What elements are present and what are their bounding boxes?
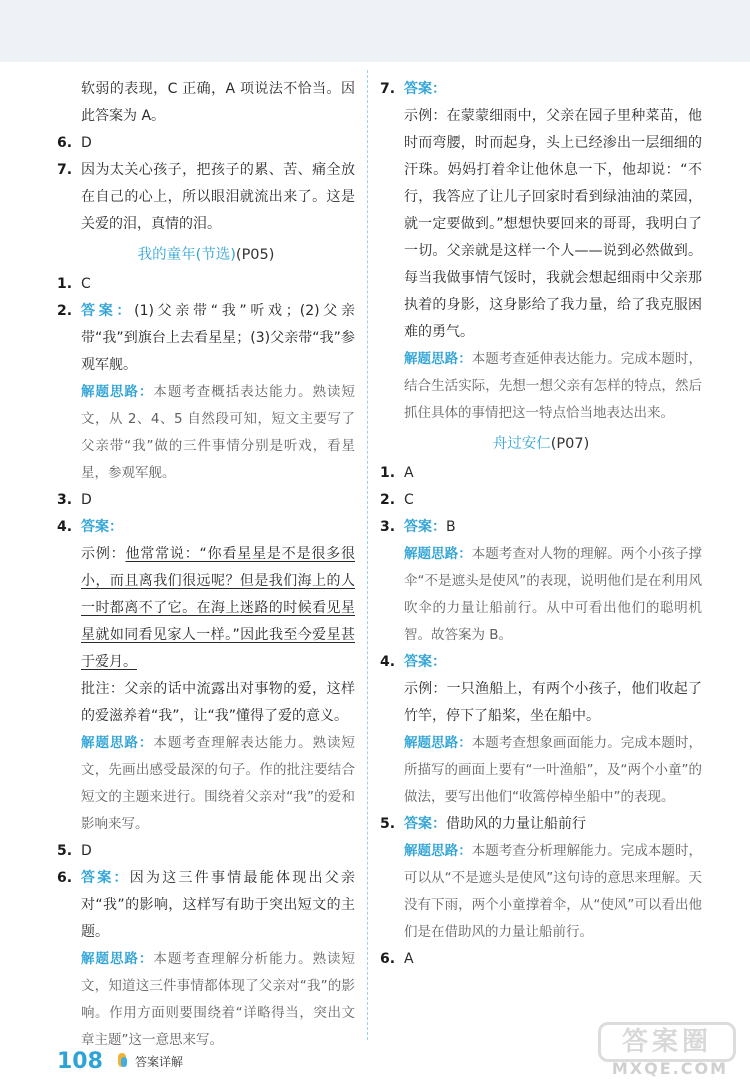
example-paragraph: 示例：一只渔船上，有两个小孩子，他们收起了竹竿，停下了船桨，坐在船中。 [404, 681, 702, 724]
item-text: D [81, 135, 92, 151]
analysis-label: 解题思路： [404, 546, 472, 562]
analysis-label: 解题思路： [404, 351, 472, 367]
analysis-text: 本题考查想象画面能力。完成本题时，所描写的画面上要有“一叶渔船”，及“两个小童”的做法，要写出他们“收篙停棹坐船中”的表现。 [404, 735, 703, 805]
answer-label: 答案： [81, 519, 123, 535]
answer-label: 答案： [404, 816, 446, 832]
analysis-paragraph [380, 838, 702, 946]
analysis-label: 解题思路： [404, 843, 472, 859]
section-heading [380, 431, 702, 458]
answer-item [380, 487, 702, 514]
section-page: (P05) [235, 247, 275, 263]
answer-item [380, 946, 702, 973]
right-column [380, 76, 702, 973]
page-number: 108 [57, 1048, 103, 1074]
analysis-text: 本题考查理解分析能力。熟读短文，知道这三件事情都体现了父亲对“我”的影响。作用方面则要围绕着“详略得当，突出文章主题”这一意思来写。 [81, 951, 356, 1048]
item-number: 6. [57, 870, 73, 886]
analysis-label: 解题思路： [404, 735, 472, 751]
item-number: 2. [57, 303, 73, 319]
item-number: 5. [57, 843, 73, 859]
analysis-text: 本题考查理解表达能力。熟读短文，先画出感受最深的句子。作的批注要结合短文的主题来进行。围绕着父亲对“我”的爱和影响来写。 [81, 735, 356, 832]
answer-item [57, 130, 355, 157]
analysis-label: 解题思路： [81, 735, 154, 751]
analysis-text: 本题考查延伸表达能力。完成本题时，结合生活实际，先想一想父亲有怎样的特点，然后抓住具体的事情把这一特点恰当地表达出来。 [404, 351, 703, 421]
item-body [404, 514, 702, 541]
answer-label: 答案： [404, 519, 446, 535]
item-number: 3. [380, 519, 396, 535]
answer-item [57, 514, 355, 541]
watermark-logo-text: 答案圈 [598, 1022, 736, 1062]
comment-label: 批注： [81, 681, 125, 697]
analysis-text: 本题考查对人物的理解。两个小孩子撑伞“不是遮头是使风”的表现，说明他们是在利用风吹伞的力量让船前行。从中可看出他们的聪明机智。故答案为 B。 [404, 546, 703, 643]
item-text: (1)父亲带“我”听戏；(2)父亲带“我”到旗台上去看星星；(3)父亲带“我”参观军舰。 [81, 303, 355, 373]
item-body [81, 298, 355, 379]
watermark-url: MXQE.COM [611, 1059, 728, 1078]
analysis-paragraph [57, 379, 355, 487]
answer-label: 答案： [404, 81, 446, 97]
answer-item [57, 487, 355, 514]
section-heading [57, 242, 355, 269]
continued-paragraph: 软弱的表现，C 正确，A 项说法不恰当。因此答案为 A。 [81, 81, 355, 124]
footer-label: 答案详解 [134, 1054, 183, 1069]
item-number: 4. [380, 654, 396, 670]
example-underlined-text: 他常常说：“你看星星是不是很多很小，而且离我们很远呢？但是我们海上的人一时都离不了它。在海上迷路的时候看见星星就如同看见家人一样。”因此我至今爱星甚于爱月。 [81, 546, 355, 670]
section-page: (P07) [550, 436, 590, 452]
item-text: A [404, 465, 414, 481]
example-paragraph: 示例：在蒙蒙细雨中，父亲在园子里种菜苗，他时而弯腰，时而起身，头上已经渗出一层细细的汗珠。妈妈打着伞让他休息一下，他却说：“不行，我答应了让儿子回家时看到绿油油的菜园，就一定要做到。”想想快要回来的哥哥，我明白了一切。父亲就是这样一个人——说到必然做到。每当我做事情气馁时，我就会想起细雨中父亲那执着的身影，这身影给了我力量，给了我克服困难的勇气。 [404, 108, 702, 340]
left-column [57, 76, 355, 1054]
brand-logo-icon [115, 1051, 129, 1071]
answer-item [57, 271, 355, 298]
item-body [81, 865, 355, 946]
section-title: 舟过安仁 [492, 436, 551, 452]
example-paragraph [57, 541, 355, 676]
answer-item [380, 76, 702, 103]
comment-text: 父亲的话中流露出对事物的爱，这样的爱滋养着“我”，让“我”懂得了爱的意义。 [81, 681, 356, 724]
item-text: D [81, 843, 92, 859]
page-footer [57, 1046, 183, 1076]
answer-item [380, 514, 702, 541]
answer-item [57, 298, 355, 379]
answer-item [380, 811, 702, 838]
item-number: 6. [380, 951, 396, 967]
item-number: 3. [57, 492, 73, 508]
comment-paragraph [57, 676, 355, 730]
answer-item [57, 838, 355, 865]
item-number: 1. [380, 465, 396, 481]
item-number: 6. [57, 135, 73, 151]
item-text: B [446, 519, 456, 535]
item-text: 因为太关心孩子，把孩子的累、苦、痛全放在自己的心上，所以眼泪就流出来了。这是关爱的泪，真情的泪。 [81, 162, 355, 232]
answer-item [57, 865, 355, 946]
item-body [404, 811, 702, 838]
example-prefix: 示例： [81, 546, 126, 562]
section-title: 我的童年(节选) [137, 247, 236, 263]
analysis-label: 解题思路： [81, 951, 154, 967]
item-text: D [81, 492, 92, 508]
item-text: C [404, 492, 414, 508]
analysis-paragraph [380, 346, 702, 427]
analysis-paragraph [380, 541, 702, 649]
item-number: 7. [380, 81, 396, 97]
answer-item [380, 649, 702, 676]
answer-item [380, 460, 702, 487]
analysis-text: 本题考查分析理解能力。完成本题时，可以从“不是遮头是使风”这句诗的意思来理解。天没有下雨，两个小童撑着伞，从“使风”可以看出他们是在借助风的力量让船前行。 [404, 843, 703, 940]
item-number: 2. [380, 492, 396, 508]
column-divider [367, 70, 368, 1040]
analysis-label: 解题思路： [81, 384, 154, 400]
answer-label: 答案： [81, 870, 130, 886]
answer-item [57, 157, 355, 238]
item-text: C [81, 276, 91, 292]
watermark [604, 1022, 736, 1078]
analysis-paragraph [57, 730, 355, 838]
item-text: A [404, 951, 414, 967]
analysis-text: 本题考查概括表达能力。熟读短文，从 2、4、5 自然段可知，短文主要写了父亲带“我”做的三件事情分别是听戏，看星星，参观军舰。 [81, 384, 356, 481]
item-number: 4. [57, 519, 73, 535]
answer-label: 答案： [81, 303, 135, 319]
item-number: 7. [57, 162, 73, 178]
analysis-paragraph [380, 730, 702, 811]
analysis-paragraph [57, 946, 355, 1054]
item-text: 借助风的力量让船前行 [446, 816, 586, 832]
top-band [0, 0, 750, 62]
item-number: 5. [380, 816, 396, 832]
answer-label: 答案： [404, 654, 446, 670]
item-number: 1. [57, 276, 73, 292]
item-text: 因为这三件事情最能体现出父亲对“我”的影响，这样写有助于突出短文的主题。 [81, 870, 355, 940]
